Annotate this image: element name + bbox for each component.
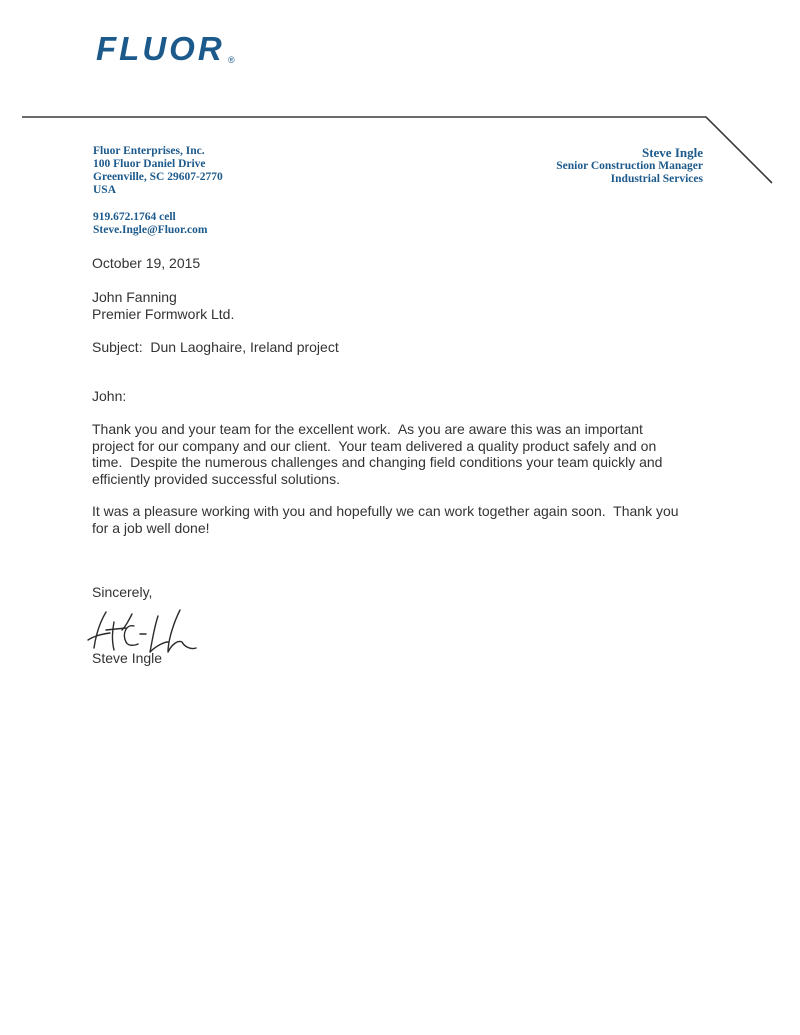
phone-number: 919.672.1764 cell <box>93 211 176 223</box>
sender-department: Industrial Services <box>610 173 703 185</box>
salutation: John: <box>92 388 127 404</box>
company-street: 100 Fluor Daniel Drive <box>93 158 206 170</box>
paragraph-2-line: It was a pleasure working with you and hopefully we can work together again soon. Thank you <box>92 503 679 519</box>
contact-block <box>93 211 207 237</box>
email-address[interactable]: Steve.Ingle@Fluor.com <box>93 224 208 236</box>
subject-line: Subject: Dun Laoghaire, Ireland project <box>92 339 339 355</box>
sender-name: Steve Ingle <box>641 145 703 160</box>
recipient-block <box>92 289 234 322</box>
company-address-block <box>93 145 223 197</box>
company-country: USA <box>93 184 117 196</box>
sender-block <box>556 145 703 186</box>
letter-date: October 19, 2015 <box>92 255 201 271</box>
company-name: Fluor Enterprises, Inc. <box>93 145 205 157</box>
paragraph-2 <box>92 503 732 536</box>
paragraph-1-line: time. Despite the numerous challenges and changing field conditions your team quickly and <box>92 454 663 470</box>
fluor-logo: FLUOR <box>96 30 225 67</box>
recipient-name: John Fanning <box>92 289 177 305</box>
paragraph-1-line: project for our company and our client. Your team delivered a quality product safely and on <box>92 437 657 454</box>
signature-name: Steve Ingle <box>92 650 163 666</box>
paragraph-1-line: Thank you and your team for the excellent work. As you are aware this was an important <box>92 421 643 437</box>
sender-title: Senior Construction Manager <box>556 160 703 172</box>
registered-mark: ® <box>228 55 235 65</box>
closing: Sincerely, <box>92 584 153 600</box>
recipient-company: Premier Formwork Ltd. <box>92 305 235 322</box>
paragraph-1-line: efficiently provided successful solutions. <box>92 470 340 487</box>
paragraph-2-line: for a job well done! <box>92 519 210 536</box>
paragraph-1 <box>92 421 732 487</box>
company-city: Greenville, SC 29607-2770 <box>93 171 223 183</box>
